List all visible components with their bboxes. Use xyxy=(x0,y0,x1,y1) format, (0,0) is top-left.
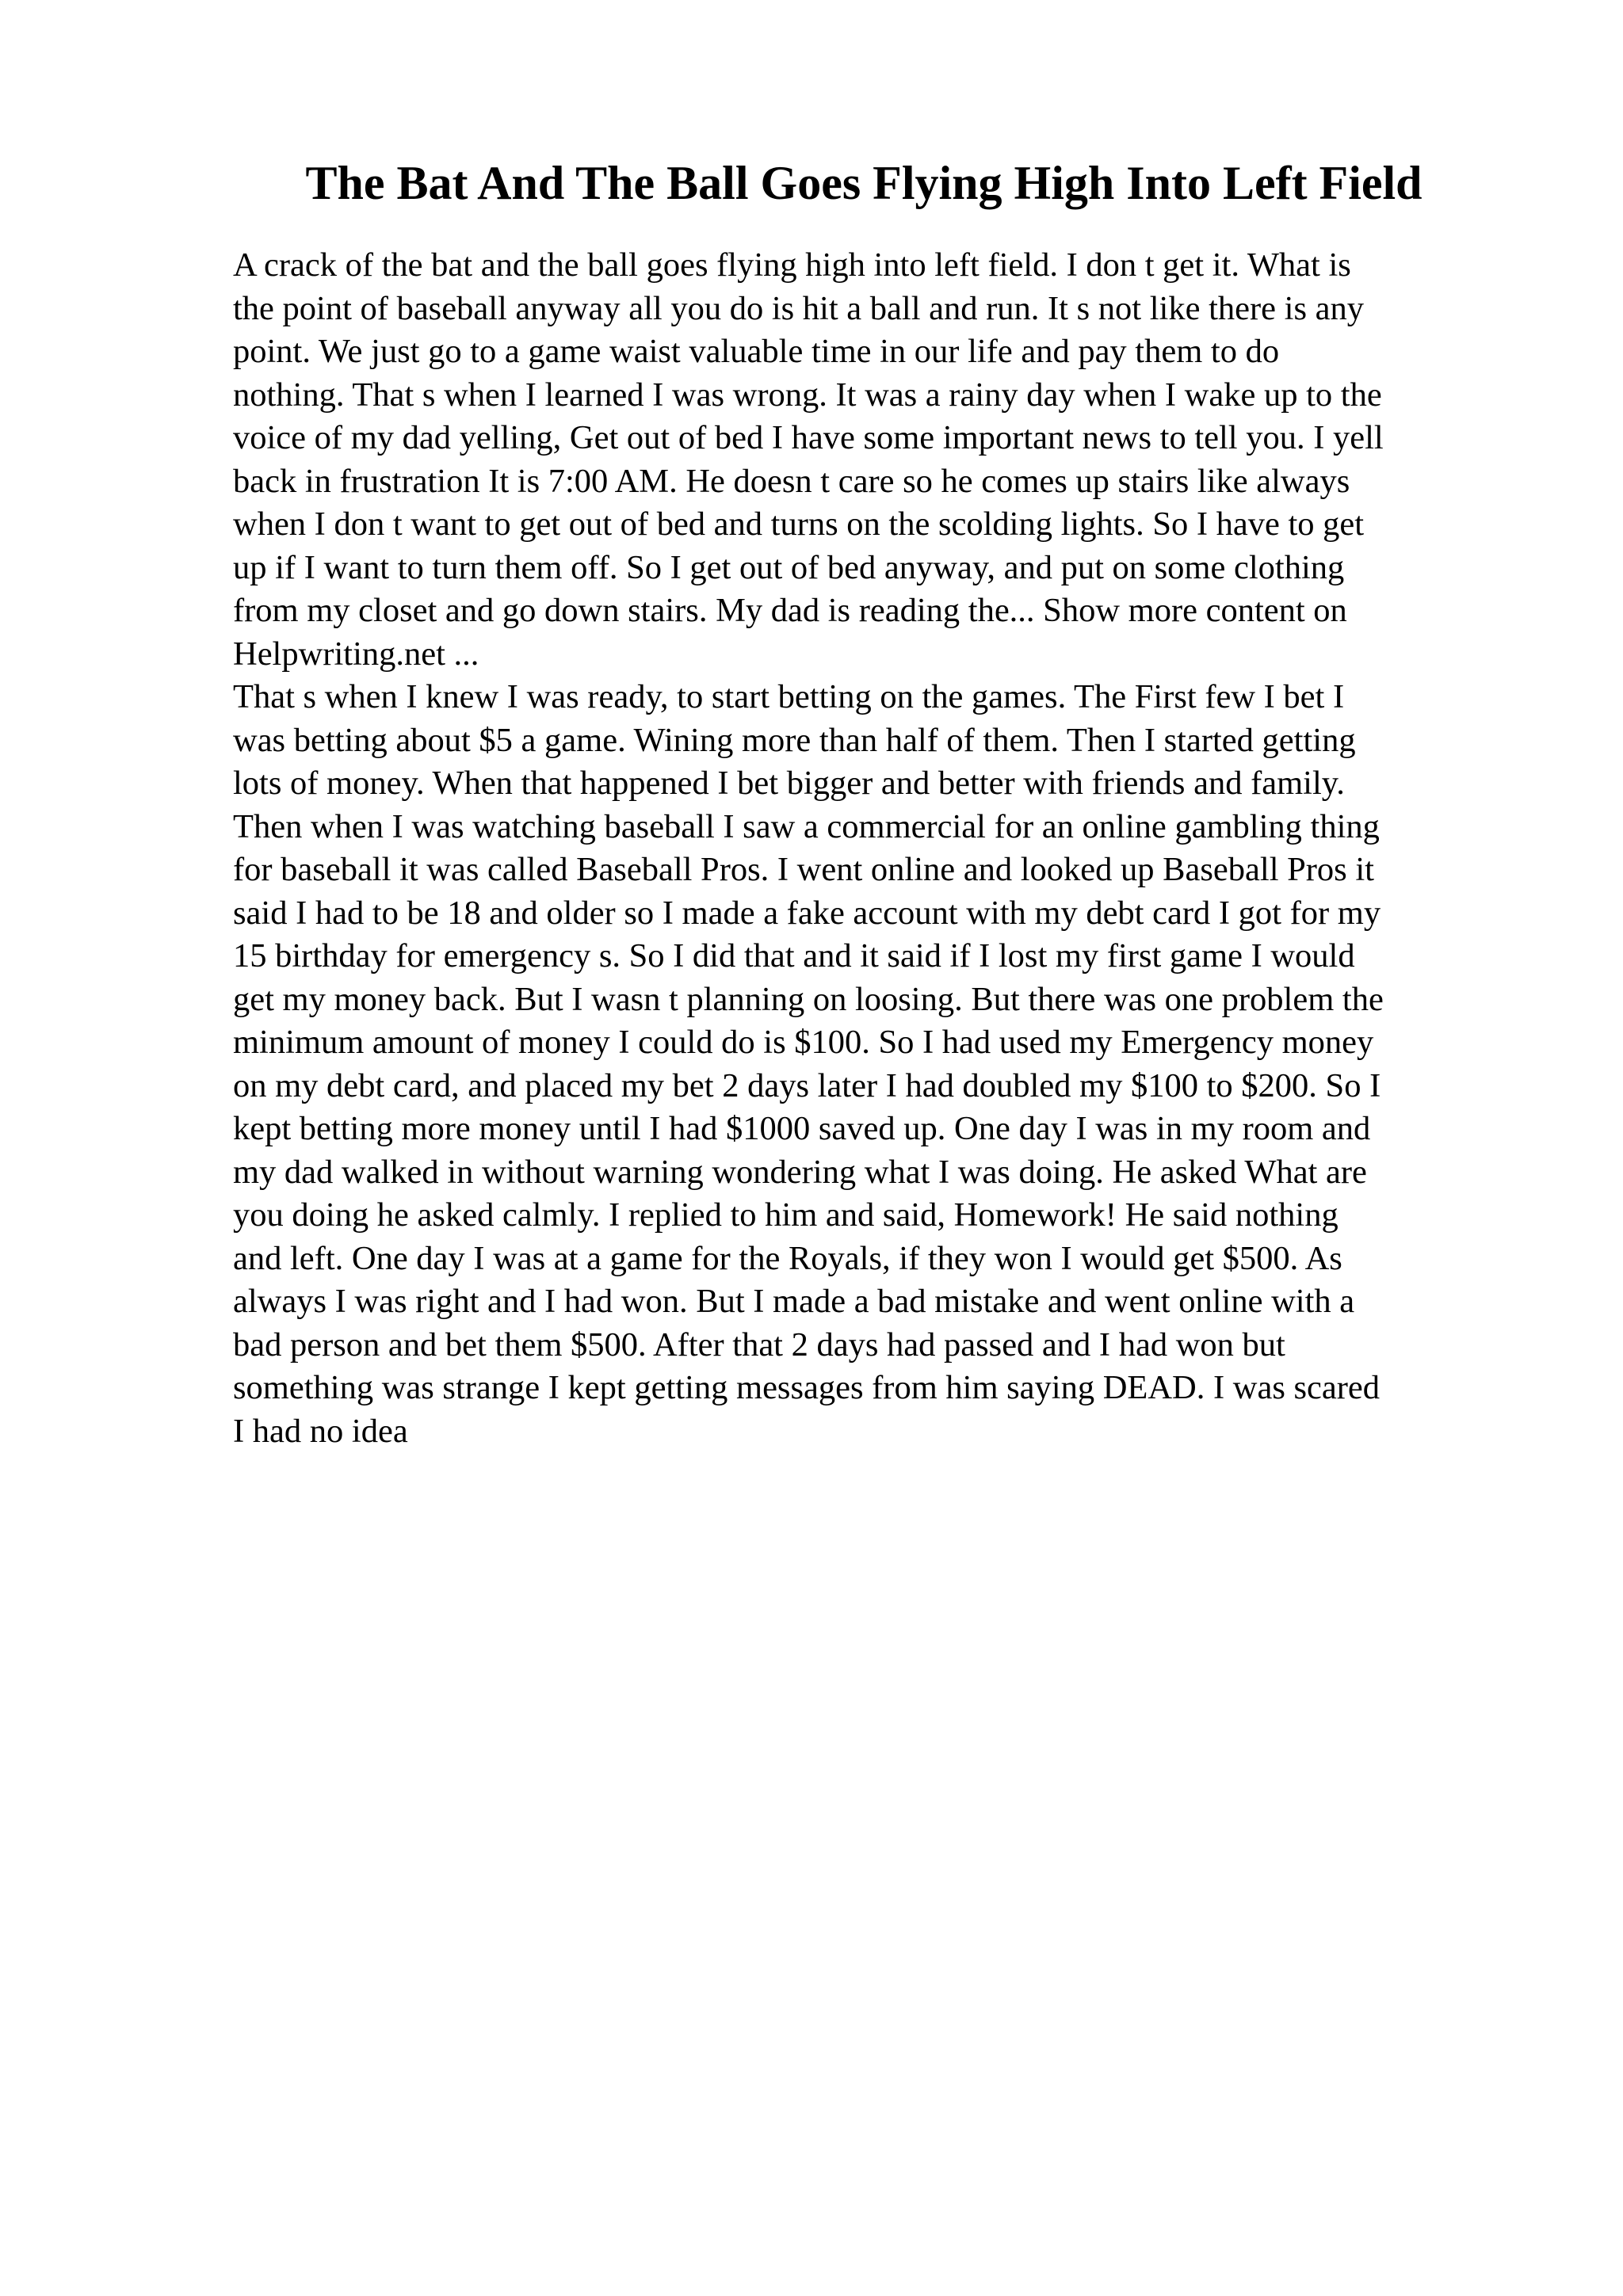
body-text-line: bad person and bet them $500. After that 2 days had passed and I had won but xyxy=(233,1325,1285,1363)
body-text-line: A crack of the bat and the ball goes flying high into left field. I don t get it. What is xyxy=(233,246,1351,284)
body-text-line: for baseball it was called Baseball Pros. I went online and looked up Baseball Pros it xyxy=(233,851,1374,888)
body-text-line: nothing. That s when I learned I was wrong. It was a rainy day when I wake up to the xyxy=(233,376,1382,414)
body-text-line: get my money back. But I wasn t planning on loosing. But there was one problem the xyxy=(233,980,1384,1018)
body-text-line: kept betting more money until I had $1000 saved up. One day I was in my room and xyxy=(233,1110,1371,1147)
body-text-line: That s when I knew I was ready, to start betting on the games. The First few I bet I xyxy=(233,678,1345,715)
body-text-line: Helpwriting.net ... xyxy=(233,635,479,673)
body-text-line: when I don t want to get out of bed and turns on the scolding lights. So I have to get xyxy=(233,505,1365,543)
body-text-line: minimum amount of money I could do is $100. So I had used my Emergency money xyxy=(233,1024,1374,1061)
body-text-line: you doing he asked calmly. I replied to him and said, Homework! He said nothing xyxy=(233,1196,1338,1234)
body-text-line: voice of my dad yelling, Get out of bed I have some important news to tell you. I yell xyxy=(233,419,1384,456)
body-text-line: I had no idea xyxy=(233,1412,408,1450)
body-text-line: 15 birthday for emergency s. So I did that and it said if I lost my first game I would xyxy=(233,937,1355,974)
body-text-line: said I had to be 18 and older so I made a fake account with my debt card I got for my xyxy=(233,894,1381,932)
document-body xyxy=(233,244,1541,1453)
body-text-line: lots of money. When that happened I bet bigger and better with friends and family. xyxy=(233,765,1345,802)
body-text-line: was betting about $5 a game. Wining more than half of them. Then I started getting xyxy=(233,721,1356,759)
body-text-line: back in frustration It is 7:00 AM. He doesn t care so he comes up stairs like always xyxy=(233,462,1350,500)
body-text-line: Then when I was watching baseball I saw a commercial for an online gambling thing xyxy=(233,807,1380,845)
body-text-line: up if I want to turn them off. So I get out of bed anyway, and put on some clothing xyxy=(233,548,1345,586)
body-text-line: something was strange I kept getting messages from him saying DEAD. I was scared xyxy=(233,1369,1381,1406)
body-text-line: my dad walked in without warning wondering what I was doing. He asked What are xyxy=(233,1153,1367,1191)
body-text-line: point. We just go to a game waist valuable time in our life and pay them to do xyxy=(233,333,1280,370)
body-text-line: always I was right and I had won. But I made a bad mistake and went online with a xyxy=(233,1283,1355,1320)
document-title: The Bat And The Ball Goes Flying High Into Left Field xyxy=(305,157,1423,209)
body-text-line: on my debt card, and placed my bet 2 days later I had doubled my $100 to $200. So I xyxy=(233,1066,1381,1104)
body-text-line: and left. One day I was at a game for the Royals, if they won I would get $500. As xyxy=(233,1239,1342,1277)
body-text-line: from my closet and go down stairs. My dad is reading the... Show more content on xyxy=(233,592,1347,629)
body-text-line: the point of baseball anyway all you do is hit a ball and run. It s not like there is any xyxy=(233,289,1364,327)
